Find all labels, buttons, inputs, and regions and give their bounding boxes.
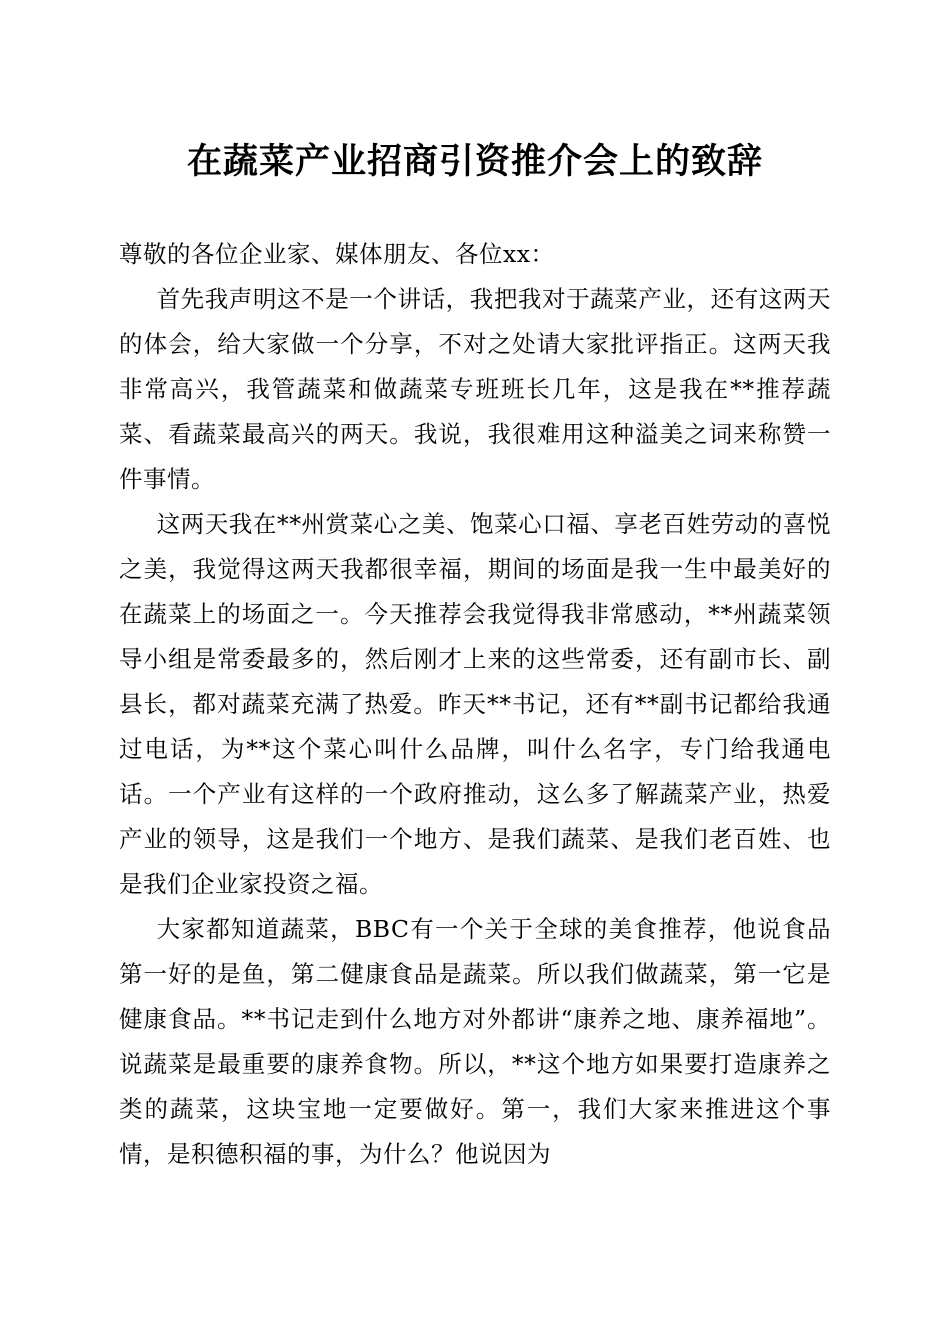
salutation: 尊敬的各位企业家、媒体朋友、各位xx： [119, 240, 555, 268]
document-title: 在蔬菜产业招商引资推介会上的致辞 [186, 141, 763, 182]
paragraph-3: 大家都知道蔬菜，BBC有一个关于全球的美食推荐，他说食品第一好的是鱼，第二健康食品是蔬菜。所以我们做蔬菜，第一它是健康食品。**书记走到什么地方对外都讲“康养之地、康养福地”。说蔬菜是最重要的康养食物。所以，**这个地方如果要打造康养之类的蔬菜，这块宝地一定要做好。第一，我们大家来推进这个事情，是积德积福的事，为什么？他说因为 [119, 915, 831, 1168]
paragraph-2: 这两天我在**州赏菜心之美、饱菜心口福、享老百姓劳动的喜悦之美，我觉得这两天我都很幸福，期间的场面是我一生中最美好的在蔬菜上的场面之一。今天推荐会我觉得我非常感动，**州蔬菜领导小组是常委最多的，然后刚才上来的这些常委，还有副市长、副县长，都对蔬菜充满了热爱。昨天**书记，还有**副书记都给我通过电话，为**这个菜心叫什么品牌，叫什么名字，专门给我通电话。一个产业有这样的一个政府推动，这么多了解蔬菜产业，热爱产业的领导，这是我们一个地方、是我们蔬菜、是我们老百姓、也是我们企业家投资之福。 [119, 510, 831, 898]
document-body [119, 232, 831, 1177]
paragraph-1: 首先我声明这不是一个讲话，我把我对于蔬菜产业，还有这两天的体会，给大家做一个分享，不对之处请大家批评指正。这两天我非常高兴，我管蔬菜和做蔬菜专班班长几年，这是我在**推荐蔬菜、看蔬菜最高兴的两天。我说，我很难用这种溢美之词来称赞一件事情。 [119, 285, 831, 493]
